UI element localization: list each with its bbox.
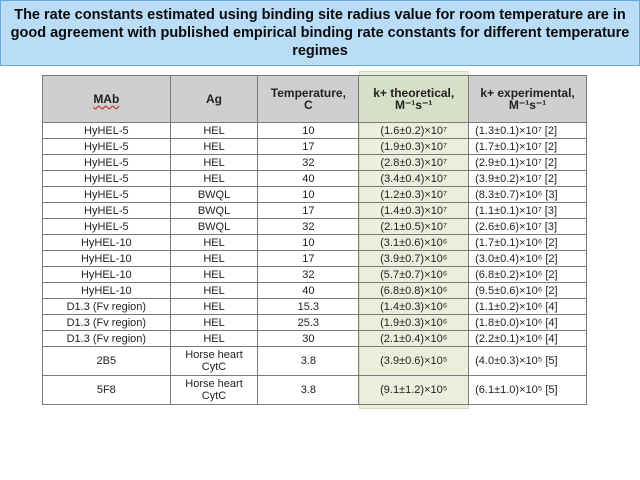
cell-ag: HEL xyxy=(170,171,258,187)
cell-k-theoretical: (1.2±0.3)×10⁷ xyxy=(359,187,469,203)
cell-mab: HyHEL-5 xyxy=(43,155,171,171)
cell-mab: 2B5 xyxy=(43,347,171,376)
cell-ag: HEL xyxy=(170,251,258,267)
cell-mab: HyHEL-10 xyxy=(43,267,171,283)
cell-ag: Horse heart CytC xyxy=(170,347,258,376)
table-row xyxy=(43,376,587,405)
cell-temperature: 30 xyxy=(258,331,359,347)
cell-ag: HEL xyxy=(170,155,258,171)
cell-temperature: 32 xyxy=(258,219,359,235)
cell-ag: HEL xyxy=(170,331,258,347)
cell-ag: BWQL xyxy=(170,203,258,219)
cell-temperature: 10 xyxy=(258,187,359,203)
cell-k-experimental: (1.7±0.1)×10⁷ [2] xyxy=(469,139,587,155)
rate-constants-table-wrap xyxy=(42,75,587,405)
cell-k-experimental: (1.3±0.1)×10⁷ [2] xyxy=(469,123,587,139)
table-row xyxy=(43,171,587,187)
cell-k-experimental: (3.9±0.2)×10⁷ [2] xyxy=(469,171,587,187)
cell-k-experimental: (2.9±0.1)×10⁷ [2] xyxy=(469,155,587,171)
table-row xyxy=(43,267,587,283)
cell-k-experimental: (4.0±0.3)×10⁵ [5] xyxy=(469,347,587,376)
cell-k-theoretical: (1.9±0.3)×10⁶ xyxy=(359,315,469,331)
cell-mab: HyHEL-5 xyxy=(43,203,171,219)
cell-k-theoretical: (2.8±0.3)×10⁷ xyxy=(359,155,469,171)
cell-k-experimental: (2.2±0.1)×10⁶ [4] xyxy=(469,331,587,347)
cell-temperature: 17 xyxy=(258,139,359,155)
cell-k-experimental: (1.8±0.0)×10⁶ [4] xyxy=(469,315,587,331)
cell-k-theoretical: (3.1±0.6)×10⁶ xyxy=(359,235,469,251)
cell-temperature: 32 xyxy=(258,155,359,171)
cell-ag: HEL xyxy=(170,283,258,299)
cell-k-theoretical: (2.1±0.5)×10⁷ xyxy=(359,219,469,235)
cell-mab: HyHEL-10 xyxy=(43,235,171,251)
table-row xyxy=(43,203,587,219)
title-banner xyxy=(0,0,640,66)
cell-ag: HEL xyxy=(170,123,258,139)
cell-ag: HEL xyxy=(170,299,258,315)
table-row xyxy=(43,155,587,171)
header-temperature: Temperature, C xyxy=(258,76,359,123)
cell-k-theoretical: (5.7±0.7)×10⁶ xyxy=(359,267,469,283)
cell-ag: BWQL xyxy=(170,187,258,203)
cell-k-theoretical: (3.9±0.6)×10⁵ xyxy=(359,347,469,376)
cell-k-theoretical: (1.4±0.3)×10⁶ xyxy=(359,299,469,315)
cell-mab: D1.3 (Fv region) xyxy=(43,331,171,347)
cell-mab: HyHEL-5 xyxy=(43,187,171,203)
table-row xyxy=(43,331,587,347)
cell-k-theoretical: (2.1±0.4)×10⁶ xyxy=(359,331,469,347)
cell-k-theoretical: (1.6±0.2)×10⁷ xyxy=(359,123,469,139)
cell-k-experimental: (3.0±0.4)×10⁶ [2] xyxy=(469,251,587,267)
cell-k-experimental: (6.1±1.0)×10⁵ [5] xyxy=(469,376,587,405)
cell-k-experimental: (2.6±0.6)×10⁷ [3] xyxy=(469,219,587,235)
table-row xyxy=(43,251,587,267)
cell-k-theoretical: (1.9±0.3)×10⁷ xyxy=(359,139,469,155)
cell-k-experimental: (1.7±0.1)×10⁶ [2] xyxy=(469,235,587,251)
cell-ag: HEL xyxy=(170,235,258,251)
cell-k-experimental: (8.3±0.7)×10⁶ [3] xyxy=(469,187,587,203)
header-mab: MAb xyxy=(43,76,171,123)
header-ag: Ag xyxy=(170,76,258,123)
cell-mab: HyHEL-5 xyxy=(43,219,171,235)
cell-k-experimental: (6.8±0.2)×10⁶ [2] xyxy=(469,267,587,283)
cell-k-experimental: (1.1±0.1)×10⁷ [3] xyxy=(469,203,587,219)
cell-temperature: 10 xyxy=(258,123,359,139)
table-row xyxy=(43,187,587,203)
cell-mab: HyHEL-5 xyxy=(43,171,171,187)
cell-ag: HEL xyxy=(170,267,258,283)
cell-k-theoretical: (6.8±0.8)×10⁶ xyxy=(359,283,469,299)
cell-k-theoretical: (3.4±0.4)×10⁷ xyxy=(359,171,469,187)
cell-k-experimental: (9.5±0.6)×10⁶ [2] xyxy=(469,283,587,299)
table-row xyxy=(43,347,587,376)
cell-temperature: 17 xyxy=(258,251,359,267)
cell-temperature: 25.3 xyxy=(258,315,359,331)
cell-temperature: 10 xyxy=(258,235,359,251)
banner-title: The rate constants estimated using binding site radius value for room temperature are in good agreement with published empirical binding rate constants for different temperature regimes xyxy=(10,7,630,59)
cell-temperature: 3.8 xyxy=(258,347,359,376)
cell-mab: HyHEL-10 xyxy=(43,251,171,267)
table-header-row xyxy=(43,76,587,123)
cell-temperature: 3.8 xyxy=(258,376,359,405)
table-row xyxy=(43,219,587,235)
rate-constants-table xyxy=(42,75,587,405)
cell-k-theoretical: (9.1±1.2)×10⁵ xyxy=(359,376,469,405)
cell-ag: BWQL xyxy=(170,219,258,235)
table-row xyxy=(43,315,587,331)
cell-temperature: 15.3 xyxy=(258,299,359,315)
cell-ag: HEL xyxy=(170,139,258,155)
cell-ag: Horse heart CytC xyxy=(170,376,258,405)
table-row xyxy=(43,235,587,251)
table-row xyxy=(43,299,587,315)
header-k-experimental: k+ experimental, M⁻¹s⁻¹ xyxy=(469,76,587,123)
cell-k-theoretical: (3.9±0.7)×10⁶ xyxy=(359,251,469,267)
cell-temperature: 32 xyxy=(258,267,359,283)
cell-ag: HEL xyxy=(170,315,258,331)
cell-temperature: 40 xyxy=(258,283,359,299)
cell-k-theoretical: (1.4±0.3)×10⁷ xyxy=(359,203,469,219)
table-row xyxy=(43,139,587,155)
cell-mab: HyHEL-10 xyxy=(43,283,171,299)
header-k-theoretical: k+ theoretical, M⁻¹s⁻¹ xyxy=(359,76,469,123)
cell-mab: D1.3 (Fv region) xyxy=(43,299,171,315)
cell-temperature: 17 xyxy=(258,203,359,219)
cell-temperature: 40 xyxy=(258,171,359,187)
cell-mab: D1.3 (Fv region) xyxy=(43,315,171,331)
table-row xyxy=(43,123,587,139)
table-row xyxy=(43,283,587,299)
cell-mab: 5F8 xyxy=(43,376,171,405)
cell-mab: HyHEL-5 xyxy=(43,139,171,155)
cell-mab: HyHEL-5 xyxy=(43,123,171,139)
cell-k-experimental: (1.1±0.2)×10⁶ [4] xyxy=(469,299,587,315)
